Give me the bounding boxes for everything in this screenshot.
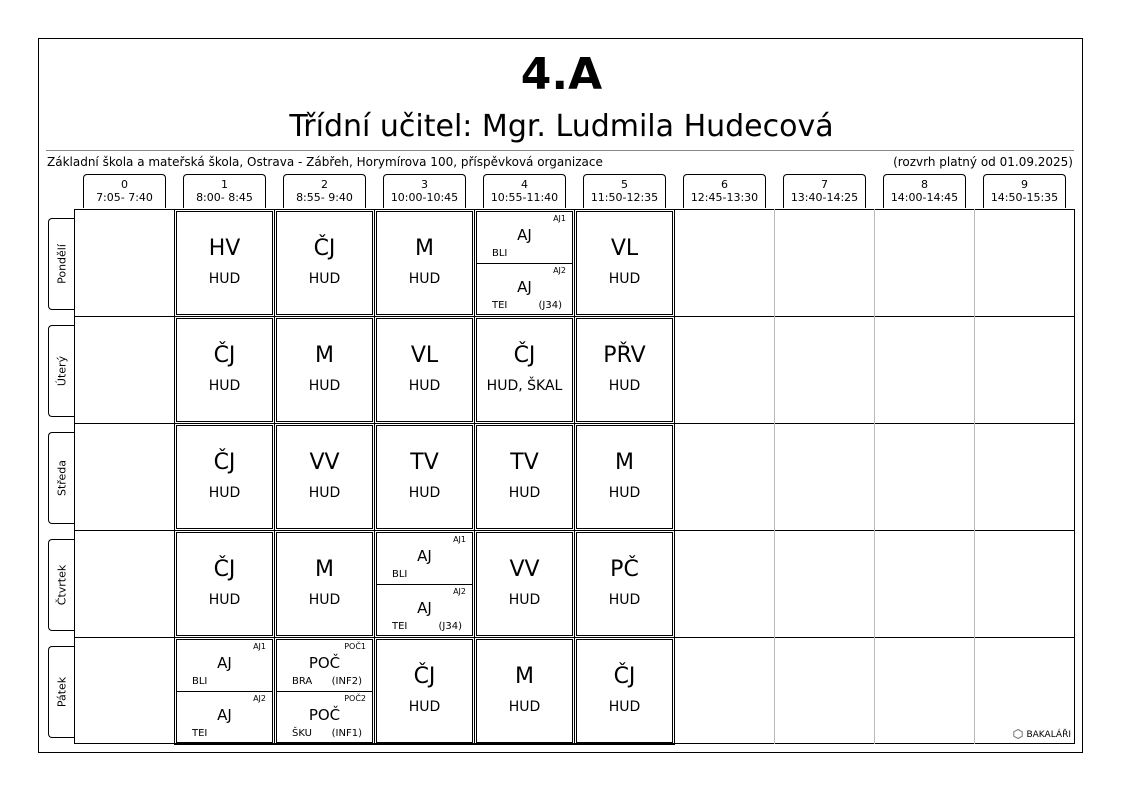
period-header-0 <box>83 174 166 208</box>
lesson-teacher: TEI <box>492 300 508 311</box>
col-divider <box>674 209 675 744</box>
lesson-group-bottom <box>177 692 272 743</box>
lesson-cell[interactable] <box>276 318 373 422</box>
lesson-cell[interactable] <box>576 639 673 743</box>
lesson-teacher: HUD <box>408 699 441 715</box>
lesson-cell[interactable] <box>576 532 673 636</box>
lesson-teacher: ŠKU <box>292 728 312 739</box>
lesson-teacher: HUD <box>308 592 341 608</box>
lesson-cell[interactable] <box>176 532 273 636</box>
period-number: 7 <box>821 178 828 191</box>
period-time: 14:50-15:35 <box>990 191 1059 204</box>
lesson-cell[interactable] <box>376 318 473 422</box>
lesson-subject: VV <box>509 557 540 582</box>
period-time: 10:00-10:45 <box>390 191 459 204</box>
lesson-subject: POČ <box>308 706 341 724</box>
lesson-room: (INF1) <box>331 728 362 739</box>
day-label-monday <box>48 218 74 310</box>
lesson-subject: TV <box>410 450 439 475</box>
period-time: 14:00-14:45 <box>890 191 959 204</box>
col-divider <box>974 209 975 744</box>
lesson-subject: M <box>615 450 634 475</box>
lesson-subject: AJ <box>217 706 232 724</box>
period-header-2 <box>283 174 366 208</box>
lesson-teacher: HUD <box>608 592 641 608</box>
period-header-6 <box>683 174 766 208</box>
day-name: Pátek <box>55 676 68 708</box>
period-number: 8 <box>921 178 928 191</box>
lesson-cell[interactable] <box>476 425 573 529</box>
period-time: 8:55- 9:40 <box>296 191 353 204</box>
lesson-teacher: HUD <box>408 271 441 287</box>
lesson-subject: ČJ <box>213 343 236 368</box>
divider <box>46 150 1074 151</box>
lesson-group-bottom <box>277 692 372 743</box>
period-number: 0 <box>121 178 128 191</box>
lesson-subject: ČJ <box>513 343 536 368</box>
lesson-subject: ČJ <box>613 664 636 689</box>
lesson-teacher: HUD <box>608 378 641 394</box>
lesson-subject: TV <box>510 450 539 475</box>
lesson-cell[interactable] <box>576 318 673 422</box>
lesson-teacher: HUD <box>208 271 241 287</box>
lesson-subject: VL <box>610 236 639 261</box>
lesson-cell[interactable] <box>376 639 473 743</box>
lesson-subject: M <box>315 343 334 368</box>
lesson-teacher: HUD <box>508 485 541 501</box>
group-label: AJ1 <box>253 642 266 651</box>
class-title: 4.A <box>520 49 603 100</box>
lesson-teacher: HUD <box>208 378 241 394</box>
lesson-group-top <box>477 212 572 264</box>
period-time: 7:05- 7:40 <box>96 191 153 204</box>
lesson-teacher: BLI <box>492 248 508 259</box>
day-name: Čtvrtek <box>55 564 68 606</box>
period-number: 1 <box>221 178 228 191</box>
lesson-teacher: HUD <box>308 378 341 394</box>
lesson-subject: ČJ <box>213 450 236 475</box>
period-number: 9 <box>1021 178 1028 191</box>
lesson-room: (J34) <box>538 300 562 311</box>
lesson-teacher: HUD <box>608 699 641 715</box>
day-label-thursday <box>48 539 74 631</box>
lesson-group-top <box>377 533 472 585</box>
period-header-9 <box>983 174 1066 208</box>
lesson-teacher: BLI <box>192 676 208 687</box>
lesson-subject: AJ <box>517 278 532 296</box>
lesson-subject: VV <box>309 450 340 475</box>
lesson-teacher: HUD, ŠKAL <box>486 378 563 394</box>
day-name: Středa <box>55 459 68 497</box>
lesson-group-bottom <box>377 585 472 636</box>
period-header-1 <box>183 174 266 208</box>
lesson-teacher: BLI <box>392 569 408 580</box>
lesson-teacher: HUD <box>608 271 641 287</box>
lesson-subject: AJ <box>417 547 432 565</box>
lesson-teacher: HUD <box>408 378 441 394</box>
lesson-cell[interactable] <box>576 425 673 529</box>
lesson-group-top <box>177 640 272 692</box>
col-divider <box>174 209 175 744</box>
col-divider <box>874 209 875 744</box>
lesson-subject: M <box>415 236 434 261</box>
period-time: 11:50-12:35 <box>590 191 659 204</box>
school-name: Základní škola a mateřská škola, Ostrava - Zábřeh, Horymírova 100, příspěvková organizace <box>47 155 603 169</box>
lesson-subject: HV <box>208 236 241 261</box>
col-divider <box>574 209 575 744</box>
lesson-teacher: TEI <box>192 728 208 739</box>
lesson-teacher: HUD <box>208 485 241 501</box>
lesson-cell-split[interactable] <box>476 211 573 315</box>
period-header-5 <box>583 174 666 208</box>
lesson-cell[interactable] <box>376 211 473 315</box>
lesson-subject: AJ <box>417 599 432 617</box>
lesson-cell[interactable] <box>576 211 673 315</box>
lesson-subject: AJ <box>517 226 532 244</box>
day-name: Pondělí <box>55 244 68 284</box>
lesson-group-top <box>277 640 372 692</box>
lesson-subject: M <box>315 557 334 582</box>
group-label: POČ2 <box>344 694 366 703</box>
group-label: AJ2 <box>553 266 566 275</box>
day-label-tuesday <box>48 325 74 417</box>
lesson-subject: ČJ <box>213 557 236 582</box>
lesson-teacher: HUD <box>408 485 441 501</box>
lesson-teacher: TEI <box>392 621 408 632</box>
group-label: POČ1 <box>344 642 366 651</box>
period-header-8 <box>883 174 966 208</box>
lesson-subject: AJ <box>217 654 232 672</box>
period-time: 8:00- 8:45 <box>196 191 253 204</box>
lesson-teacher: BRA <box>292 676 313 687</box>
lesson-teacher: HUD <box>308 485 341 501</box>
lesson-cell[interactable] <box>376 425 473 529</box>
lesson-subject: ČJ <box>413 664 436 689</box>
lesson-subject: M <box>515 664 534 689</box>
period-header-3 <box>383 174 466 208</box>
period-time: 10:55-11:40 <box>490 191 559 204</box>
lesson-group-bottom <box>477 264 572 315</box>
lesson-subject: PŘV <box>603 343 646 368</box>
hexagon-icon <box>1013 729 1023 739</box>
lesson-cell[interactable] <box>276 211 373 315</box>
period-header-7 <box>783 174 866 208</box>
logo-text: BAKALÁŘI <box>1026 730 1071 740</box>
group-label: AJ1 <box>553 214 566 223</box>
lesson-cell-split[interactable] <box>276 639 373 743</box>
lesson-cell[interactable] <box>176 318 273 422</box>
col-divider <box>274 209 275 744</box>
lesson-cell[interactable] <box>476 639 573 743</box>
group-label: AJ1 <box>453 535 466 544</box>
lesson-cell[interactable] <box>276 532 373 636</box>
lesson-cell-split[interactable] <box>176 639 273 743</box>
lesson-cell[interactable] <box>176 211 273 315</box>
lesson-teacher: HUD <box>208 592 241 608</box>
lesson-teacher: HUD <box>508 699 541 715</box>
period-header-4 <box>483 174 566 208</box>
valid-from: (rozvrh platný od 01.09.2025) <box>893 155 1073 169</box>
period-number: 6 <box>721 178 728 191</box>
lesson-cell[interactable] <box>476 532 573 636</box>
lesson-cell-split[interactable] <box>376 532 473 636</box>
period-time: 12:45-13:30 <box>690 191 759 204</box>
lesson-teacher: HUD <box>508 592 541 608</box>
lesson-cell[interactable] <box>476 318 573 422</box>
day-name: Úterý <box>55 355 68 387</box>
lesson-teacher: HUD <box>608 485 641 501</box>
day-label-wednesday <box>48 432 74 524</box>
lesson-subject: ČJ <box>313 236 336 261</box>
col-divider <box>374 209 375 744</box>
lesson-subject: VL <box>410 343 439 368</box>
group-label: AJ2 <box>253 694 266 703</box>
lesson-subject: POČ <box>308 654 341 672</box>
col-divider <box>774 209 775 744</box>
group-label: AJ2 <box>453 587 466 596</box>
day-label-friday <box>48 646 74 738</box>
lesson-teacher: HUD <box>308 271 341 287</box>
period-number: 4 <box>521 178 528 191</box>
lesson-subject: PČ <box>610 557 639 582</box>
col-divider <box>474 209 475 744</box>
period-number: 2 <box>321 178 328 191</box>
lesson-cell[interactable] <box>276 425 373 529</box>
period-number: 3 <box>421 178 428 191</box>
lesson-room: (J34) <box>438 621 462 632</box>
class-teacher: Třídní učitel: Mgr. Ludmila Hudecová <box>289 109 834 144</box>
bakalari-logo <box>1013 729 1071 741</box>
period-number: 5 <box>621 178 628 191</box>
lesson-cell[interactable] <box>176 425 273 529</box>
lesson-room: (INF2) <box>331 676 362 687</box>
period-time: 13:40-14:25 <box>790 191 859 204</box>
